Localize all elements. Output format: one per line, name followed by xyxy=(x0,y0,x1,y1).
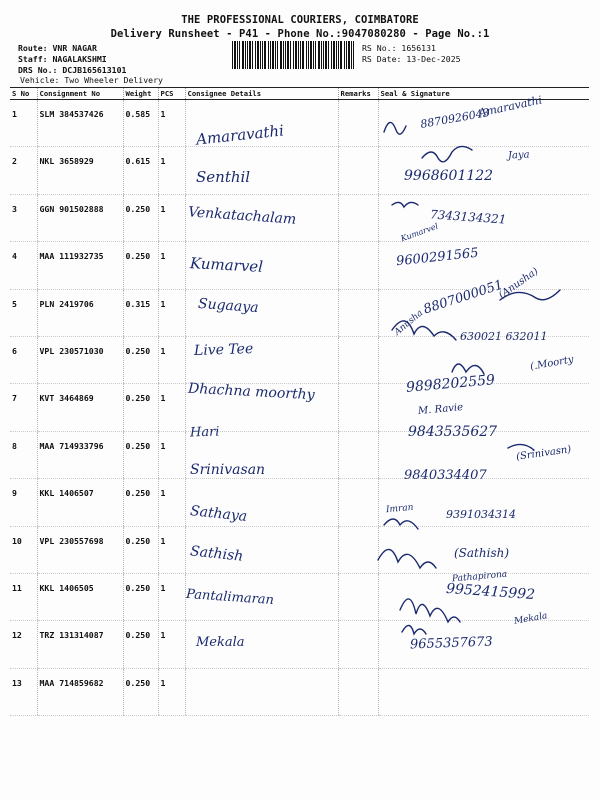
sno-cell: 12 xyxy=(10,621,37,668)
remarks-cell xyxy=(338,194,378,241)
receiver-phone-handwritten: 630021 632011 xyxy=(460,330,548,343)
sno-cell: 4 xyxy=(10,242,37,289)
col-weight: Weight xyxy=(123,88,158,100)
barcode-bar xyxy=(247,41,248,69)
weight-value: 0.250 xyxy=(123,668,158,715)
consignment-number: MAA 714859682 xyxy=(37,668,123,715)
receiver-phone-handwritten: 8870926043 xyxy=(419,106,491,131)
barcode-bar xyxy=(302,41,304,69)
weight-value: 0.250 xyxy=(123,573,158,620)
receiver-phone-handwritten: 7343134321 xyxy=(429,207,507,227)
receiver-phone-handwritten: 9391034314 xyxy=(446,508,516,521)
pcs-count: 1 xyxy=(158,384,185,431)
barcode-image xyxy=(232,41,356,69)
barcode-bar xyxy=(270,41,271,69)
table-row xyxy=(10,336,589,383)
sno-cell: 1 xyxy=(10,100,37,147)
remarks-cell xyxy=(338,479,378,526)
receiver-phone-handwritten: 9898202559 xyxy=(405,372,496,396)
pcs-count: 1 xyxy=(158,573,185,620)
signature-text: Anusha xyxy=(392,308,426,338)
weight-value: 0.250 xyxy=(123,526,158,573)
signature-text: (.Moorty xyxy=(529,354,575,373)
col-sno: S No xyxy=(10,88,37,100)
pcs-count: 1 xyxy=(158,242,185,289)
sno-cell: 8 xyxy=(10,431,37,478)
weight-value: 0.315 xyxy=(123,289,158,336)
barcode-bar xyxy=(308,41,309,69)
barcode-bar xyxy=(249,41,251,69)
col-remarks: Remarks xyxy=(338,88,378,100)
consignee-name-handwritten: Amaravathi xyxy=(195,121,285,149)
sno-cell: 3 xyxy=(10,194,37,241)
sno-cell: 13 xyxy=(10,668,37,715)
receiver-phone-handwritten: 9840334407 xyxy=(404,468,487,483)
sno-cell: 9 xyxy=(10,479,37,526)
barcode-bar xyxy=(313,41,314,69)
signature-text: Amaravathi xyxy=(477,93,544,120)
receiver-phone-handwritten: 9655357673 xyxy=(409,634,493,653)
pcs-count: 1 xyxy=(158,479,185,526)
receiver-phone-handwritten: 9843535627 xyxy=(408,424,498,440)
consignment-number: MAA 111932735 xyxy=(37,242,123,289)
staff-label: Staff: NAGALAKSHMI xyxy=(18,54,107,64)
pcs-count: 1 xyxy=(158,100,185,147)
barcode-bar xyxy=(306,41,307,69)
consignee-name-handwritten: Live Tee xyxy=(193,340,254,360)
barcode-bar xyxy=(245,41,246,69)
table-row xyxy=(10,668,589,715)
vehicle-label: Vehicle: Two Wheeler Delivery xyxy=(20,75,163,85)
consignee-name-handwritten: Srinivasan xyxy=(190,462,266,478)
consignee-name-handwritten: Sathaya xyxy=(189,503,248,525)
pcs-count: 1 xyxy=(158,526,185,573)
rs-date: RS Date: 13-Dec-2025 xyxy=(362,54,461,64)
barcode-bar xyxy=(321,41,322,69)
sno-cell: 11 xyxy=(10,573,37,620)
pcs-count: 1 xyxy=(158,194,185,241)
col-pcs: PCS xyxy=(158,88,185,100)
remarks-cell xyxy=(338,242,378,289)
table-row xyxy=(10,147,589,194)
col-consignee: Consignee Details xyxy=(185,88,338,100)
consignment-number: TRZ 131314087 xyxy=(37,621,123,668)
pcs-count: 1 xyxy=(158,336,185,383)
consignee-name-handwritten: Sathish xyxy=(189,543,244,565)
remarks-cell xyxy=(338,336,378,383)
barcode-bar xyxy=(242,41,244,69)
consignment-number: KVT 3464869 xyxy=(37,384,123,431)
consignment-number: NKL 3658929 xyxy=(37,147,123,194)
barcode-bar xyxy=(344,41,345,69)
signature-text: (Anusha) xyxy=(496,265,541,302)
col-seal-signature: Seal & Signature xyxy=(378,88,589,100)
remarks-cell xyxy=(338,431,378,478)
barcode-bar xyxy=(257,41,259,69)
company-title: THE PROFESSIONAL COURIERS, COIMBATORE xyxy=(181,14,419,26)
drs-number: DRS No.: DCJB165613101 xyxy=(18,65,127,75)
weight-value: 0.250 xyxy=(123,431,158,478)
consignee-name-handwritten: Hari xyxy=(189,424,220,441)
barcode-bar xyxy=(272,41,274,69)
signature-text: Mekala xyxy=(513,611,549,627)
barcode-bar xyxy=(336,41,337,69)
barcode-bar xyxy=(285,41,286,69)
barcode-bar xyxy=(275,41,276,69)
weight-value: 0.615 xyxy=(123,147,158,194)
barcode-bar xyxy=(280,41,282,69)
consignment-number: KKL 1406505 xyxy=(37,573,123,620)
sno-cell: 10 xyxy=(10,526,37,573)
barcode-bar xyxy=(340,41,342,69)
signature-text: Jaya xyxy=(507,149,530,162)
remarks-cell xyxy=(338,573,378,620)
barcode-bar xyxy=(295,41,297,69)
barcode-bar xyxy=(318,41,320,69)
barcode-bar xyxy=(264,41,266,69)
receiver-phone-handwritten: 9600291565 xyxy=(395,245,480,270)
consignee-name-handwritten: Pantalimaran xyxy=(185,586,275,609)
sno-cell: 2 xyxy=(10,147,37,194)
barcode-bar xyxy=(298,41,299,69)
table-row xyxy=(10,621,589,668)
weight-value: 0.585 xyxy=(123,100,158,147)
remarks-cell xyxy=(338,100,378,147)
signature-text: Pathapirona xyxy=(451,569,508,585)
receiver-phone-handwritten: 8807000051 xyxy=(421,277,506,318)
consignee-name-handwritten: Dhachna moorthy xyxy=(187,380,315,404)
signature-text: (Srinivasn) xyxy=(515,444,572,463)
remarks-cell xyxy=(338,147,378,194)
barcode-bar xyxy=(328,41,329,69)
table-header-row xyxy=(10,88,589,100)
barcode-bar xyxy=(338,41,339,69)
remarks-cell xyxy=(338,621,378,668)
rs-number: RS No.: 1656131 xyxy=(362,43,436,53)
barcode-bar xyxy=(237,41,238,69)
signature-text: (Sathish) xyxy=(454,546,510,560)
consignment-number: SLM 384537426 xyxy=(37,100,123,147)
barcode-bar xyxy=(315,41,316,69)
barcode-bar xyxy=(252,41,253,69)
barcode-bar xyxy=(232,41,233,69)
signature-text: M. Ravie xyxy=(417,402,464,417)
table-row xyxy=(10,431,589,478)
barcode-bar xyxy=(239,41,240,69)
consignment-number: VPL 230571030 xyxy=(37,336,123,383)
sno-cell: 5 xyxy=(10,289,37,336)
barcode-bar xyxy=(262,41,263,69)
consignment-number: KKL 1406507 xyxy=(37,479,123,526)
pcs-count: 1 xyxy=(158,668,185,715)
barcode-bar xyxy=(293,41,294,69)
weight-value: 0.250 xyxy=(123,621,158,668)
consignee-name-handwritten: Mekala xyxy=(196,635,245,650)
weight-value: 0.250 xyxy=(123,194,158,241)
pcs-count: 1 xyxy=(158,147,185,194)
barcode-bar xyxy=(346,41,347,69)
consignee-name-handwritten: Senthil xyxy=(196,168,251,186)
sno-cell: 7 xyxy=(10,384,37,431)
barcode-bar xyxy=(283,41,284,69)
table-row xyxy=(10,242,589,289)
barcode-bar xyxy=(260,41,261,69)
col-consignment: Consignment No xyxy=(37,88,123,100)
barcode-bar xyxy=(325,41,327,69)
barcode-bar xyxy=(255,41,256,69)
barcode-bar xyxy=(290,41,291,69)
sno-cell: 6 xyxy=(10,336,37,383)
barcode-bar xyxy=(348,41,350,69)
seal-signature-cell xyxy=(378,668,589,715)
route-label: Route: VNR NAGAR xyxy=(18,43,97,53)
weight-value: 0.250 xyxy=(123,479,158,526)
barcode-bar xyxy=(353,41,354,69)
signature-text: Imran xyxy=(385,502,414,516)
consignee-name-handwritten: Venkatachalam xyxy=(187,204,297,228)
pcs-count: 1 xyxy=(158,289,185,336)
weight-value: 0.250 xyxy=(123,242,158,289)
remarks-cell xyxy=(338,289,378,336)
consignee-name-handwritten: Kumarvel xyxy=(189,254,264,276)
consignment-number: MAA 714933796 xyxy=(37,431,123,478)
weight-value: 0.250 xyxy=(123,336,158,383)
pcs-count: 1 xyxy=(158,431,185,478)
weight-value: 0.250 xyxy=(123,384,158,431)
consignment-number: GGN 901502888 xyxy=(37,194,123,241)
barcode-bar xyxy=(268,41,269,69)
consignment-number: PLN 2419706 xyxy=(37,289,123,336)
receiver-phone-handwritten: 9952415992 xyxy=(445,580,536,604)
barcode-bar xyxy=(310,41,312,69)
remarks-cell xyxy=(338,526,378,573)
remarks-cell xyxy=(338,668,378,715)
consignee-details xyxy=(185,668,338,715)
barcode-bar xyxy=(333,41,335,69)
receiver-phone-handwritten: 9968601122 xyxy=(404,168,494,184)
barcode-bar xyxy=(234,41,236,69)
consignment-number: VPL 230557698 xyxy=(37,526,123,573)
barcode-bar xyxy=(351,41,352,69)
barcode-bar xyxy=(287,41,289,69)
barcode-bar xyxy=(277,41,278,69)
barcode-bar xyxy=(323,41,324,69)
barcode-bar xyxy=(331,41,332,69)
consignee-name-handwritten: Sugaaya xyxy=(197,295,260,317)
signature-text: Kumarvel xyxy=(399,221,440,244)
runsheet-title: Delivery Runsheet - P41 - Phone No.:9047080280 - Page No.:1 xyxy=(110,28,490,40)
pcs-count: 1 xyxy=(158,621,185,668)
barcode-bar xyxy=(300,41,301,69)
remarks-cell xyxy=(338,384,378,431)
